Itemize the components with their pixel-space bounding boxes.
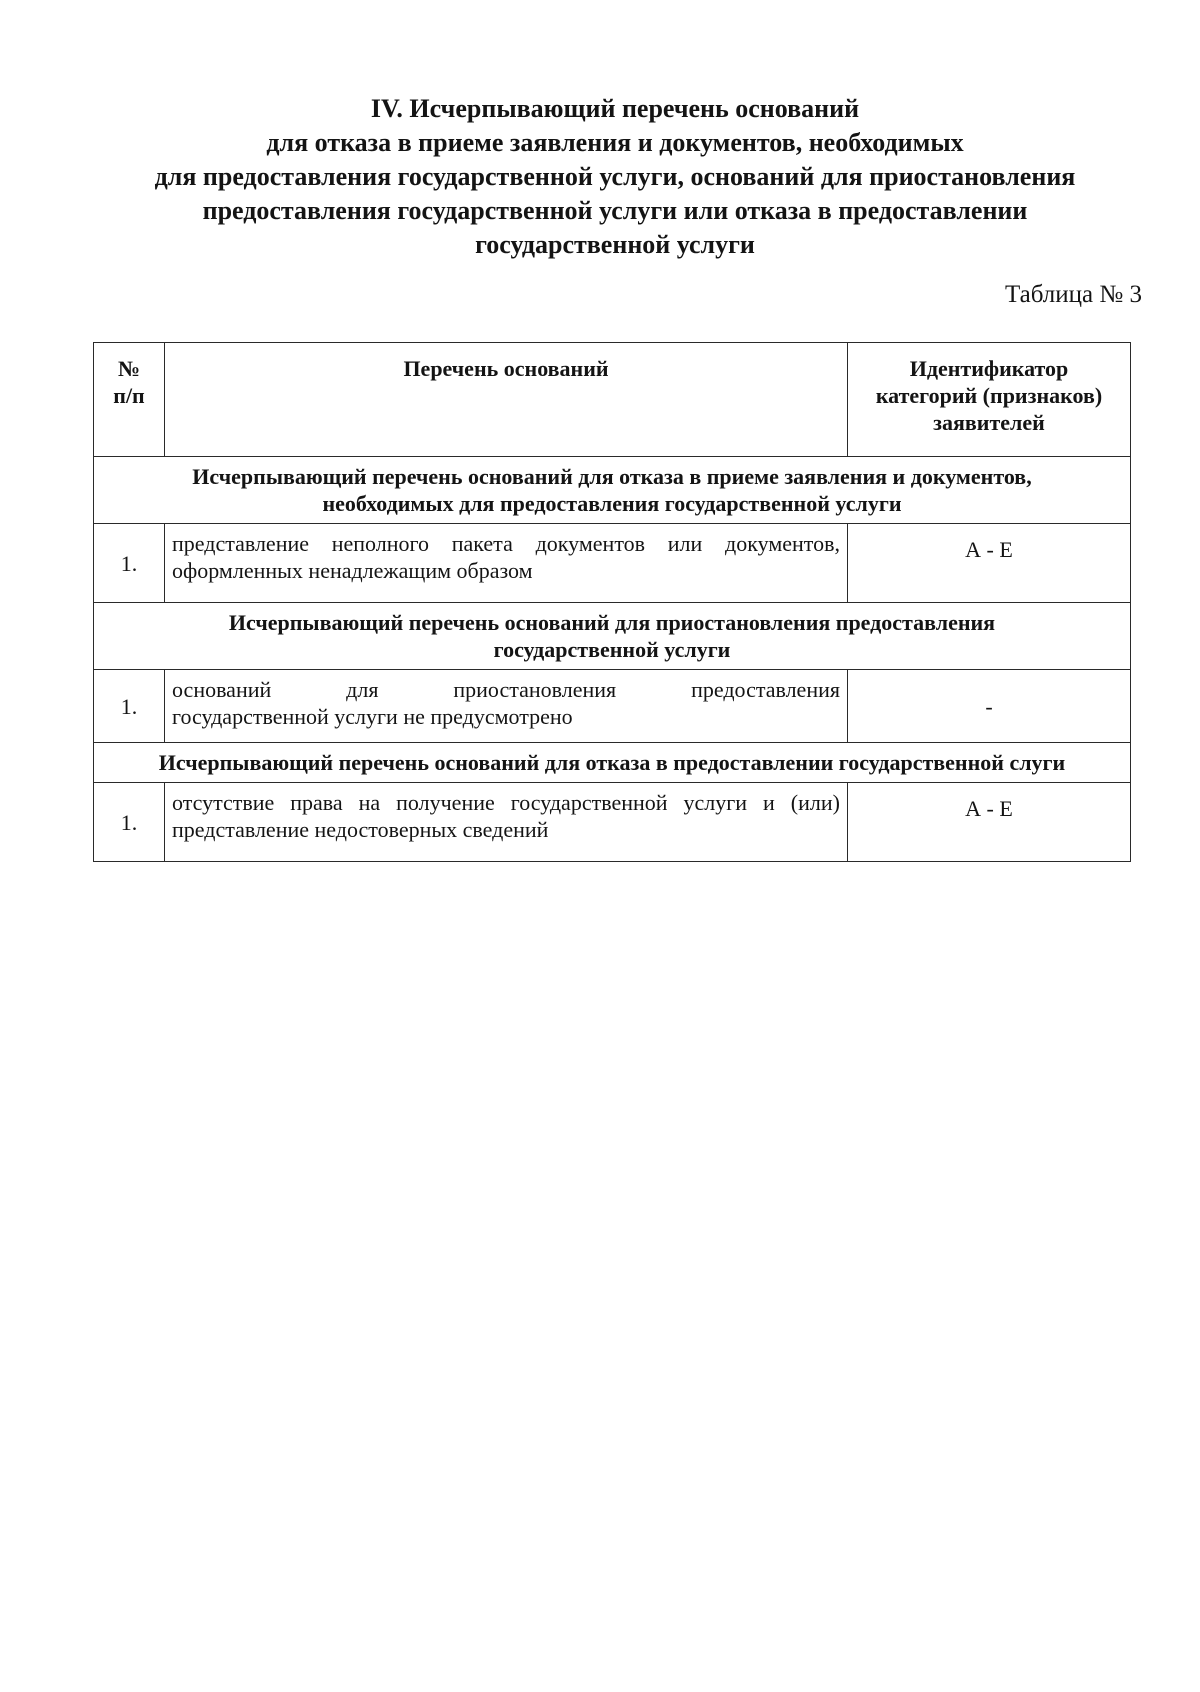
- section-title-row: [94, 457, 1131, 524]
- row-reason: [165, 670, 848, 743]
- row-identifier: -: [848, 670, 1131, 743]
- section-title-line: необходимых для предоставления государственной услуги: [322, 491, 902, 516]
- section-title: [94, 743, 1131, 783]
- section-title-row: [94, 743, 1131, 783]
- heading-line: для отказа в приеме заявления и документов, необходимых: [266, 128, 964, 157]
- row-reason-line: оформленных ненадлежащим образом: [172, 558, 533, 583]
- header-identifier-line: категорий (признаков): [875, 383, 1103, 408]
- row-reason-line: представление неполного пакета документов или документов,: [172, 531, 840, 556]
- table-caption: Таблица № 3: [1004, 281, 1142, 308]
- row-reason: [165, 783, 848, 862]
- header-number: [94, 343, 165, 457]
- header-identifier-line: заявителей: [933, 410, 1045, 435]
- row-identifier: А - Е: [848, 783, 1131, 862]
- heading-line: предоставления государственной услуги или отказа в предоставлении: [202, 196, 1028, 225]
- row-identifier: А - Е: [848, 524, 1131, 603]
- heading-line: государственной услуги: [475, 230, 755, 259]
- header-reasons: Перечень оснований: [165, 343, 848, 457]
- row-reason: [165, 524, 848, 603]
- table-row: [94, 524, 1131, 603]
- header-number-line: п/п: [113, 383, 145, 408]
- row-reason-line: государственной услуги не предусмотрено: [172, 704, 573, 729]
- table-row: [94, 670, 1131, 743]
- table-row: [94, 783, 1131, 862]
- header-identifier-line: Идентификатор: [909, 356, 1069, 381]
- table-header-row: [94, 343, 1131, 457]
- grounds-table: [93, 342, 1131, 862]
- section-title-line: государственной услуги: [493, 637, 731, 662]
- row-number: 1.: [94, 783, 165, 862]
- section-title: [94, 457, 1131, 524]
- section-title-line: Исчерпывающий перечень оснований для отказа в предоставлении государственной слуги: [158, 750, 1066, 775]
- section-heading: [80, 92, 1150, 262]
- row-reason-line: отсутствие права на получение государственной услуги и (или): [172, 790, 840, 815]
- row-number: 1.: [94, 670, 165, 743]
- section-title-line: Исчерпывающий перечень оснований для отказа в приеме заявления и документов,: [192, 464, 1032, 489]
- row-reason-line: представление недостоверных сведений: [172, 817, 549, 842]
- section-title: [94, 603, 1131, 670]
- section-title-line: Исчерпывающий перечень оснований для приостановления предоставления: [228, 610, 996, 635]
- heading-line: IV. Исчерпывающий перечень оснований: [370, 94, 860, 123]
- section-title-row: [94, 603, 1131, 670]
- heading-line: для предоставления государственной услуги, оснований для приостановления: [154, 162, 1076, 191]
- header-number-line: №: [117, 356, 141, 381]
- row-reason-line: оснований для приостановления предоставления: [172, 677, 840, 702]
- header-identifier: [848, 343, 1131, 457]
- row-number: 1.: [94, 524, 165, 603]
